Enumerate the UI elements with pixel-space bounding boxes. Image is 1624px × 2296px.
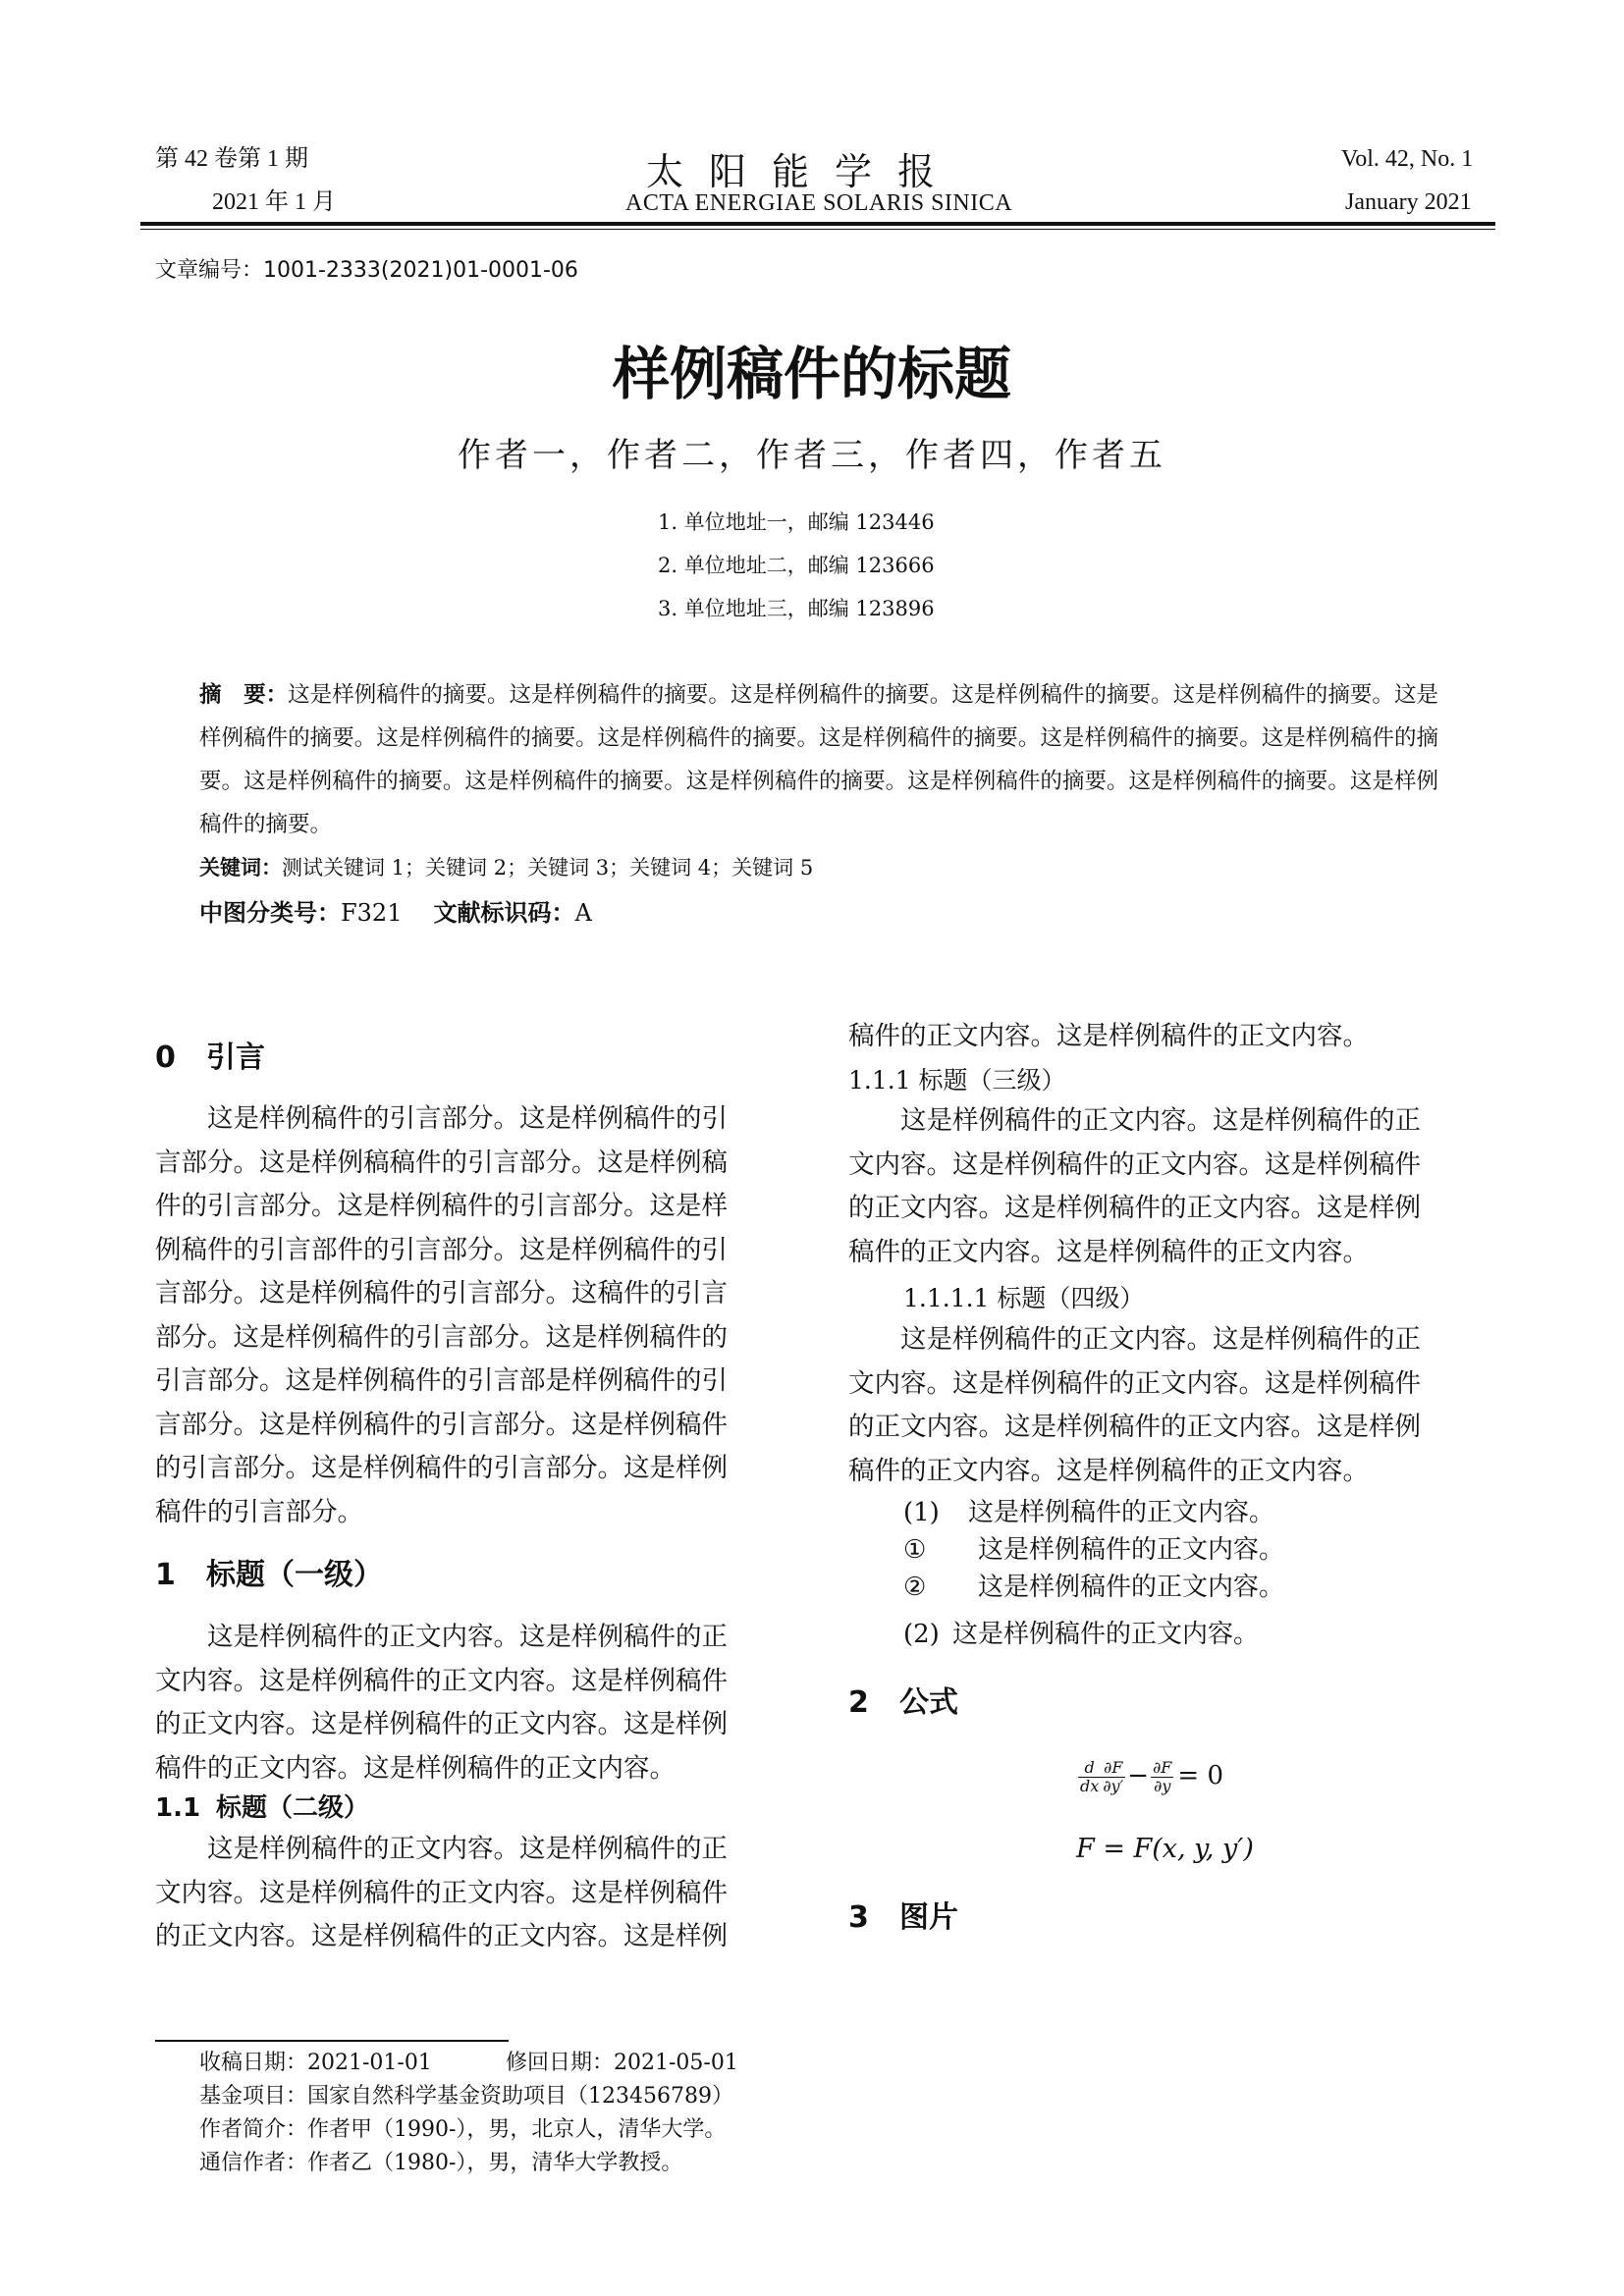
continued-paragraph	[848, 1015, 1483, 1059]
subsection-title: 标题（二级）	[216, 1793, 370, 1823]
keywords-label: 关键词：	[199, 856, 282, 880]
date-cn: 2021 年 1 月	[212, 189, 336, 215]
list-item	[903, 1500, 1274, 1525]
section-title: 引言	[206, 1041, 265, 1075]
eq-den-dx: dx	[1080, 1776, 1100, 1795]
eq-num-dF2: ∂F	[1153, 1758, 1172, 1777]
section-1-1-paragraph	[155, 1828, 789, 1959]
text-line: 稿件的正文内容。这是样例稿件的正文内容。	[848, 1236, 1369, 1267]
text-line: 的引言部分。这是样例稿件的引言部分。这是样例	[155, 1453, 728, 1483]
text-line: 这是样例稿件的引言部分。这是样例稿件的引	[207, 1103, 728, 1134]
volume-issue-en: Vol. 42, No. 1	[1341, 146, 1474, 172]
intro-paragraph	[155, 1097, 789, 1534]
list-marker: ①	[903, 1535, 927, 1565]
affiliation-item: 2. 单位地址二，邮编 123666	[658, 554, 935, 577]
affiliation-item: 1. 单位地址一，邮编 123446	[658, 510, 935, 534]
text-line: 稿件的引言部分。	[155, 1496, 363, 1527]
abstract-label: 摘 要：	[199, 682, 289, 708]
eq-den-dy: ∂y	[1154, 1776, 1171, 1795]
eq-den-dyp: ∂y′	[1103, 1776, 1124, 1795]
section-heading	[155, 1043, 265, 1073]
text-line: 文内容。这是样例稿件的正文内容。这是样例稿件	[155, 1665, 728, 1696]
classification	[199, 893, 592, 928]
section-number: 1	[155, 1558, 176, 1592]
section-title: 公式	[899, 1685, 958, 1720]
doc-code-label: 文献标识码：	[433, 899, 575, 927]
section-heading	[848, 1900, 958, 1935]
text-line: 这是样例稿件的正文内容。这是样例稿件的正	[900, 1324, 1421, 1355]
abstract	[199, 673, 1438, 846]
list-text: 这是样例稿件的正文内容。	[968, 1498, 1275, 1527]
list-item	[903, 1537, 1284, 1563]
fund-info: 基金项目：国家自然科学基金资助项目（123456789）	[199, 2084, 733, 2109]
text-line: 这是样例稿件的正文内容。这是样例稿件的正	[900, 1105, 1421, 1136]
article-number: 文章编号：1001-2333(2021)01-0001-06	[155, 258, 578, 283]
text-line: 言部分。这是样例稿件的引言部分。这是样例稿件	[155, 1409, 728, 1440]
section-number: 3	[848, 1900, 869, 1935]
section-1-1-1-paragraph	[848, 1099, 1483, 1274]
section-1-paragraph	[155, 1616, 789, 1790]
text-line: 部分。这是样例稿件的引言部分。这是样例稿件的	[155, 1321, 728, 1353]
journal-title-en: ACTA ENERGIAE SOLARIS SINICA	[625, 190, 1013, 216]
text-line: 例稿件的引言部件的引言部分。这是样例稿件的引	[155, 1234, 728, 1265]
subsubsection-heading: 1.1.1 标题（三级）	[848, 1066, 1066, 1095]
subsection-heading	[155, 1795, 369, 1821]
text-line: 的正文内容。这是样例稿件的正文内容。这是样例	[155, 1709, 728, 1739]
eq-num-dF: ∂F	[1101, 1759, 1125, 1778]
clc-value: F321	[341, 899, 403, 927]
list-item	[903, 1622, 1259, 1647]
section-number: 2	[848, 1685, 869, 1720]
section-1-1-1-1-paragraph	[848, 1318, 1483, 1493]
received-date: 收稿日期：2021-01-01	[199, 2051, 432, 2075]
section-title: 图片	[899, 1900, 958, 1935]
author-list: 作者一，作者二，作者三，作者四，作者五	[458, 436, 1166, 475]
list-marker: ②	[903, 1573, 927, 1602]
text-line: 的正文内容。这是样例稿件的正文内容。这是样例	[848, 1412, 1421, 1442]
section-heading	[848, 1685, 958, 1720]
corresponding-author: 通信作者：作者乙（1980-），男，清华大学教授。	[199, 2151, 683, 2175]
text-line: 稿件的正文内容。这是样例稿件的正文内容。	[848, 1455, 1369, 1486]
equation-function-def: F = F(x, y, y′)	[1076, 1834, 1254, 1864]
list-marker: (2)	[903, 1620, 940, 1649]
keywords-text: 测试关键词 1；关键词 2；关键词 3；关键词 4；关键词 5	[282, 856, 814, 880]
text-line: 稿件的正文内容。这是样例稿件的正文内容。	[155, 1752, 676, 1784]
header-rule-thin	[140, 229, 1495, 230]
list-text: 这是样例稿件的正文内容。	[952, 1620, 1260, 1649]
paper-title: 样例稿件的标题	[612, 341, 1011, 407]
affiliation-item: 3. 单位地址三，邮编 123896	[658, 597, 935, 620]
eq-minus: −	[1127, 1761, 1150, 1791]
text-line: 文内容。这是样例稿件的正文内容。这是样例稿件	[848, 1148, 1421, 1180]
keywords	[199, 852, 813, 881]
abstract-text: 这是样例稿件的摘要。这是样例稿件的摘要。这是样例稿件的摘要。这是样例稿件的摘要。这是样例稿件的摘要。这是样例稿件的摘要。这是样例稿件的摘要。这是样例稿件的摘要。这是样例稿件的摘要。这是样例稿件的摘要。这是样例稿件的摘要。这是样例稿件的摘要。这是样例稿件的摘要。这是样例稿件的摘要。这是样例稿件的摘要。这是样例稿件的摘要。这是样例稿件的摘要。	[199, 682, 1438, 837]
list-text: 这是样例稿件的正文内容。	[978, 1573, 1285, 1602]
subsection-number: 1.1	[155, 1793, 201, 1823]
text-line: 言部分。这是样例稿件的引言部分。这稿件的引言	[155, 1278, 728, 1308]
date-en: January 2021	[1345, 189, 1472, 215]
list-marker: (1)	[903, 1498, 940, 1527]
author-bio: 作者简介：作者甲（1990-），男，北京人，清华大学。	[199, 2117, 727, 2142]
eq-num-d: d	[1078, 1759, 1101, 1778]
volume-issue-cn: 第 42 卷第 1 期	[155, 146, 308, 172]
text-line: 文内容。这是样例稿件的正文内容。这是样例稿件	[155, 1877, 728, 1908]
section-heading	[155, 1558, 383, 1592]
text-line: 这是样例稿件的正文内容。这是样例稿件的正	[207, 1622, 728, 1652]
text-line: 稿件的正文内容。这是样例稿件的正文内容。	[848, 1021, 1369, 1051]
list-text: 这是样例稿件的正文内容。	[978, 1535, 1285, 1565]
eq-rhs: = 0	[1177, 1761, 1223, 1791]
list-item	[903, 1575, 1284, 1600]
footnote-rule	[155, 2040, 509, 2042]
journal-title-cn: 太阳能学报	[646, 150, 961, 193]
section-title: 标题（一级）	[206, 1558, 383, 1592]
text-line: 言部分。这是样例稿稿件的引言部分。这是样例稿	[155, 1147, 728, 1178]
affiliation-list	[658, 501, 935, 630]
doc-code-value: A	[574, 899, 592, 927]
text-line: 引言部分。这是样例稿件的引言部是样例稿件的引	[155, 1365, 728, 1396]
header-rule-thick	[140, 222, 1495, 226]
text-line: 的正文内容。这是样例稿件的正文内容。这是样例	[155, 1921, 728, 1951]
text-line: 件的引言部分。这是样例稿件的引言部分。这是样	[155, 1191, 728, 1221]
text-line: 的正文内容。这是样例稿件的正文内容。这是样例	[848, 1193, 1421, 1223]
text-line: 这是样例稿件的正文内容。这是样例稿件的正	[207, 1834, 728, 1864]
text-line: 文内容。这是样例稿件的正文内容。这是样例稿件	[848, 1367, 1421, 1399]
revised-date: 修回日期：2021-05-01	[506, 2051, 738, 2075]
section-number: 0	[155, 1041, 176, 1075]
clc-label: 中图分类号：	[199, 899, 341, 927]
level4-heading: 1.1.1.1 标题（四级）	[903, 1284, 1145, 1312]
equation-euler-lagrange	[1078, 1759, 1223, 1794]
